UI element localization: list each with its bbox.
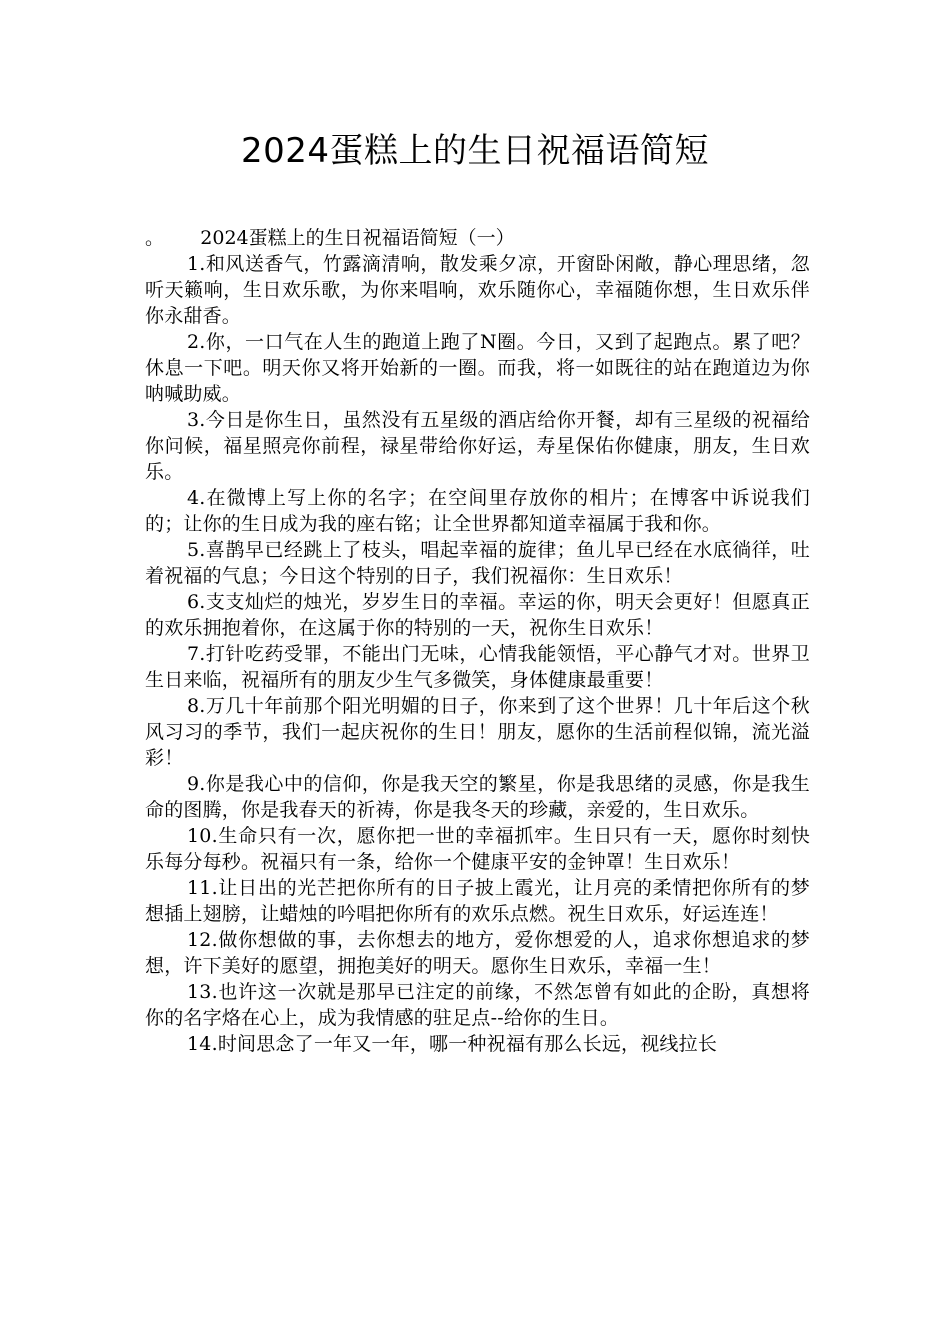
paragraph-14: 14.时间思念了一年又一年，哪一种祝福有那么长远，视线拉长: [187, 1033, 718, 1055]
lead-mark: 。: [145, 227, 165, 249]
paragraph-13: 13.也许这一次就是那早已注定的前缘，不然怎曾有如此的企盼，真想将你的名字烙在心上，成为我情感的驻足点--给你的生日。: [145, 981, 810, 1029]
paragraph-5: 5.喜鹊早已经跳上了枝头，唱起幸福的旋律；鱼儿早已经在水底徜徉，吐着祝福的气息；今日这个特别的日子，我们祝福你：生日欢乐！: [145, 539, 810, 587]
section-heading: 2024蛋糕上的生日祝福语简短（一）: [200, 227, 515, 249]
paragraph-11: 11.让日出的光芒把你所有的日子披上霞光，让月亮的柔情把你所有的梦想插上翅膀，让蜡烛的吟唱把你所有的欢乐点燃。祝生日欢乐，好运连连！: [145, 877, 810, 925]
paragraph-4: 4.在微博上写上你的名字；在空间里存放你的相片；在博客中诉说我们的；让你的生日成为我的座右铭；让全世界都知道幸福属于我和你。: [145, 487, 810, 535]
paragraph-2: 2.你，一口气在人生的跑道上跑了N圈。今日，又到了起跑点。累了吧？休息一下吧。明天你又将开始新的一圈。而我，将一如既往的站在跑道边为你呐喊助威。: [145, 331, 810, 405]
document-body: [145, 225, 810, 1057]
paragraph-9: 9.你是我心中的信仰，你是我天空的繁星，你是我思绪的灵感，你是我生命的图腾，你是我春天的祈祷，你是我冬天的珍藏，亲爱的，生日欢乐。: [145, 773, 810, 821]
paragraph-7: 7.打针吃药受罪，不能出门无味，心情我能领悟，平心静气才对。世界卫生日来临，祝福所有的朋友少生气多微笑，身体健康最重要！: [145, 643, 810, 691]
paragraph-8: 8.万几十年前那个阳光明媚的日子，你来到了这个世界！几十年后这个秋风习习的季节，我们一起庆祝你的生日！朋友，愿你的生活前程似锦，流光溢彩！: [145, 695, 810, 769]
section-heading-line: [145, 225, 810, 251]
paragraph-10: 10.生命只有一次，愿你把一世的幸福抓牢。生日只有一天，愿你时刻快乐每分每秒。祝福只有一条，给你一个健康平安的金钟罩！生日欢乐！: [145, 825, 810, 873]
paragraph-6: 6.支支灿烂的烛光，岁岁生日的幸福。幸运的你，明天会更好！但愿真正的欢乐拥抱着你，在这属于你的特别的一天，祝你生日欢乐！: [145, 591, 810, 639]
paragraph-12: 12.做你想做的事，去你想去的地方，爱你想爱的人，追求你想追求的梦想，许下美好的愿望，拥抱美好的明天。愿你生日欢乐，幸福一生！: [145, 929, 810, 977]
paragraph-1: 1.和风送香气，竹露滴清响，散发乘夕凉，开窗卧闲敞，静心理思绪，忽听天籁响，生日欢乐歌，为你来唱响，欢乐随你心，幸福随你想，生日欢乐伴你永甜香。: [145, 253, 810, 327]
paragraph-3: 3.今日是你生日，虽然没有五星级的酒店给你开餐，却有三星级的祝福给你问候，福星照亮你前程，禄星带给你好运，寿星保佑你健康，朋友，生日欢乐。: [145, 409, 810, 483]
document-title: 2024蛋糕上的生日祝福语简短: [240, 131, 710, 171]
